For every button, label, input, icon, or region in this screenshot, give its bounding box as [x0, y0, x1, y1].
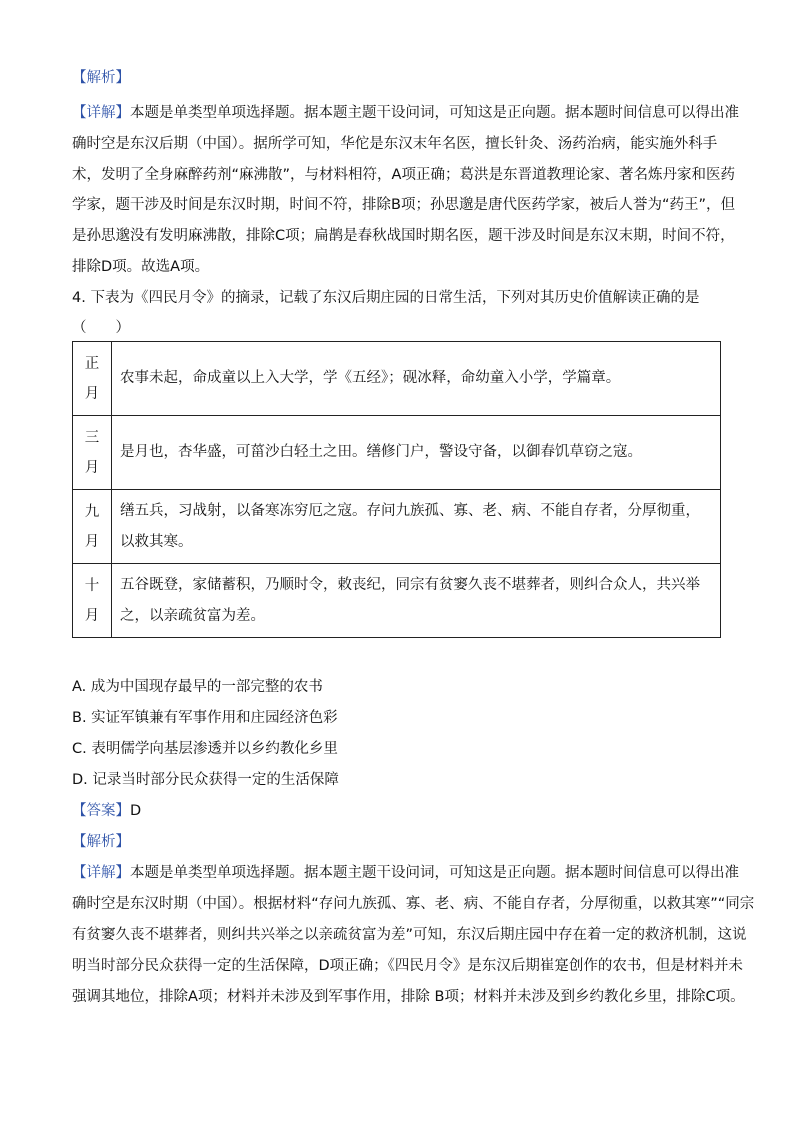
question-stem: 4. 下表为《四民月令》的摘录，记载了东汉后期庄园的日常生活，下列对其历史价值解读正确的是	[72, 290, 700, 306]
explanation-line: 确时空是东汉时期（中国）。根据材料“存问九族孤、寡、老、病、不能自存者，分厚彻重，以救其寒”“同宗	[72, 896, 755, 912]
option-c[interactable]: C. 表明儒学向基层渗透并以乡约教化乡里	[72, 741, 338, 757]
option-a[interactable]: A. 成为中国现存最早的一部完整的农书	[72, 679, 323, 695]
xiangjie-tag: 【详解】	[72, 105, 130, 121]
explanation-line: 学家，题干涉及时间是东汉时期，时间不符，排除B项；孙思邈是唐代医药学家，被后人誉为“药王”，但	[72, 197, 735, 213]
month-char: 月	[84, 607, 100, 624]
month-char: 三	[84, 429, 100, 446]
explanation-line: 明当时部分民众获得一定的生活保障，D项正确；《四民月令》是东汉后期崔寔创作的农书，但是材料并未	[72, 958, 743, 974]
month-char: 正	[84, 355, 100, 372]
month-cell	[73, 490, 112, 564]
calendar-table	[72, 341, 721, 638]
answer-line	[72, 799, 141, 820]
explanation-line	[72, 861, 739, 882]
jiexi-tag: 【解析】	[72, 70, 130, 86]
xiangjie-tag: 【详解】	[72, 865, 130, 881]
table-row	[73, 342, 721, 416]
answer-value: D	[130, 803, 142, 819]
explanation-line: 术，发明了全身麻醉药剂“麻沸散”，与材料相符，A项正确；葛洪是东晋道教理论家、著名炼丹家和医药	[72, 167, 735, 183]
jiexi-tag: 【解析】	[72, 834, 130, 850]
explanation-line: 确时空是东汉后期（中国）。据所学可知，华佗是东汉末年名医，擅长针灸、汤药治病，能实施外科手	[72, 136, 718, 152]
answer-tag: 【答案】	[72, 803, 130, 819]
content-cell: 是月也，杏华盛，可菑沙白轻土之田。缮修门户，警设守备，以御春饥草窃之寇。	[112, 416, 721, 490]
explanation-line: 是孙思邈没有发明麻沸散，排除C项；扁鹊是春秋战国时期名医，题干涉及时间是东汉末期，时间不符，	[72, 228, 735, 244]
table-row	[73, 490, 721, 564]
content-cell: 五谷既登，家储蓄积，乃顺时令，敕丧纪，同宗有贫窭久丧不堪葬者，则纠合众人，共兴举之，以亲疏贫富为差。	[112, 564, 721, 638]
answer-parentheses: （ ）	[72, 320, 130, 336]
explanation-line: 强调其地位，排除A项；材料并未涉及到军事作用，排除 B项；材料并未涉及到乡约教化乡里，排除C项。	[72, 989, 745, 1005]
month-char: 月	[84, 385, 100, 402]
month-char: 月	[84, 533, 100, 550]
month-cell	[73, 564, 112, 638]
content-cell: 农事未起，命成童以上入大学，学《五经》；砚冰释，命幼童入小学，学篇章。	[112, 342, 721, 416]
explanation-line	[72, 101, 739, 122]
text-span: 本题是单类型单项选择题。据本题主题干设问词，可知这是正向题。据本题时间信息可以得出准	[130, 865, 739, 881]
content-cell: 缮五兵，习战射，以备寒冻穷厄之寇。存问九族孤、寡、老、病、不能自存者，分厚彻重，以救其寒。	[112, 490, 721, 564]
month-char: 九	[84, 503, 100, 520]
table-row	[73, 564, 721, 638]
month-char: 月	[84, 459, 100, 476]
month-cell	[73, 416, 112, 490]
explanation-line: 排除D项。故选A项。	[72, 259, 210, 275]
explanation-line: 有贫窭久丧不堪葬者，则纠共兴举之以亲疏贫富为差”可知，东汉后期庄园中存在着一定的救济机制，这说	[72, 927, 747, 943]
month-cell	[73, 342, 112, 416]
month-char: 十	[84, 577, 100, 594]
option-b[interactable]: B. 实证军镇兼有军事作用和庄园经济色彩	[72, 710, 338, 726]
option-d[interactable]: D. 记录当时部分民众获得一定的生活保障	[72, 772, 339, 788]
text-span: 本题是单类型单项选择题。据本题主题干设问词，可知这是正向题。据本题时间信息可以得出准	[130, 105, 739, 121]
table-row	[73, 416, 721, 490]
